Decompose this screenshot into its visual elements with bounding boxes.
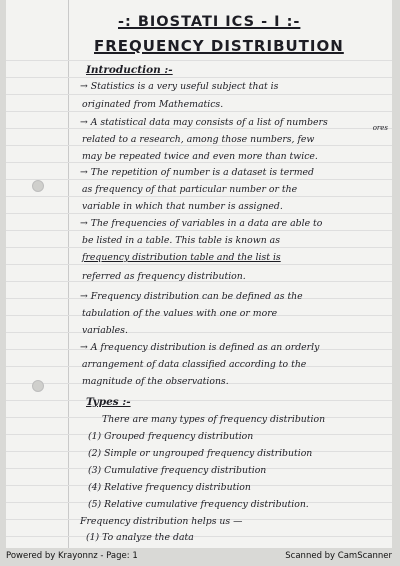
type-item: (5) Relative cumulative frequency distribution. bbox=[88, 499, 309, 510]
ruled-line bbox=[6, 400, 392, 401]
ruled-line bbox=[6, 94, 392, 95]
definition-line: magnitude of the observations. bbox=[82, 376, 229, 387]
ruled-line bbox=[6, 179, 392, 180]
types-intro: There are many types of frequency distribution bbox=[102, 414, 326, 425]
intro-line: variable in which that number is assigned. bbox=[82, 201, 283, 212]
intro-line: → The repetition of number is a dataset is termed bbox=[80, 167, 314, 178]
intro-line: → A statistical data may consists of a list of numbers bbox=[80, 117, 328, 128]
ruled-line bbox=[6, 128, 392, 129]
type-item: (1) Grouped frequency distribution bbox=[88, 431, 254, 442]
types-heading: Types :- bbox=[86, 396, 131, 408]
intro-line: related to a research, among those numbers, few bbox=[82, 134, 315, 145]
ruled-line bbox=[6, 77, 392, 78]
page-subtitle: FREQUENCY DISTRIBUTION bbox=[94, 37, 344, 55]
intro-line: frequency distribution table and the list is bbox=[82, 252, 281, 263]
binder-hole bbox=[32, 380, 44, 392]
binder-hole bbox=[32, 180, 44, 192]
definition-line: variables. bbox=[82, 325, 128, 336]
intro-line: be listed in a table. This table is known as bbox=[82, 235, 280, 246]
page-title: -: BIOSTATI ICS - I :- bbox=[118, 14, 301, 30]
notebook-page bbox=[6, 0, 392, 548]
ruled-line bbox=[6, 264, 392, 265]
ruled-line bbox=[6, 332, 392, 333]
margin-note: ores bbox=[372, 124, 388, 132]
type-item: (4) Relative frequency distribution bbox=[88, 482, 251, 493]
footer-left: Powered by Krayonnz - Page: 1 bbox=[6, 551, 138, 561]
ruled-line bbox=[6, 60, 392, 61]
ruled-line bbox=[6, 162, 392, 163]
ruled-line bbox=[6, 145, 392, 146]
ruled-line bbox=[6, 536, 392, 537]
intro-line: referred as frequency distribution. bbox=[82, 271, 246, 282]
type-item: (3) Cumulative frequency distribution bbox=[88, 465, 267, 476]
intro-line: as frequency of that particular number or the bbox=[82, 184, 298, 195]
definition-line: arrangement of data classified according to the bbox=[82, 359, 307, 370]
ruled-line bbox=[6, 196, 392, 197]
ruled-line bbox=[6, 230, 392, 231]
intro-line: → Statistics is a very useful subject that is bbox=[80, 81, 279, 92]
intro-line: → The frequencies of variables in a data are able to bbox=[80, 218, 323, 229]
intro-line: originated from Mathematics. bbox=[82, 99, 224, 110]
ruled-line bbox=[6, 213, 392, 214]
definition-line: → Frequency distribution can be defined as the bbox=[80, 291, 303, 302]
definition-line: → A frequency distribution is defined as an orderly bbox=[80, 342, 320, 353]
intro-line: may be repeated twice and even more than twice. bbox=[82, 151, 318, 162]
help-item: (1) To analyze the data bbox=[86, 532, 194, 543]
margin-line bbox=[68, 0, 69, 548]
footer-right: Scanned by CamScanner bbox=[285, 551, 392, 561]
helps-intro: Frequency distribution helps us — bbox=[80, 516, 243, 527]
ruled-line bbox=[6, 247, 392, 248]
intro-heading: Introduction :- bbox=[86, 64, 173, 76]
type-item: (2) Simple or ungrouped frequency distribution bbox=[88, 448, 313, 459]
ruled-line bbox=[6, 111, 392, 112]
definition-line: tabulation of the values with one or more bbox=[82, 308, 278, 319]
